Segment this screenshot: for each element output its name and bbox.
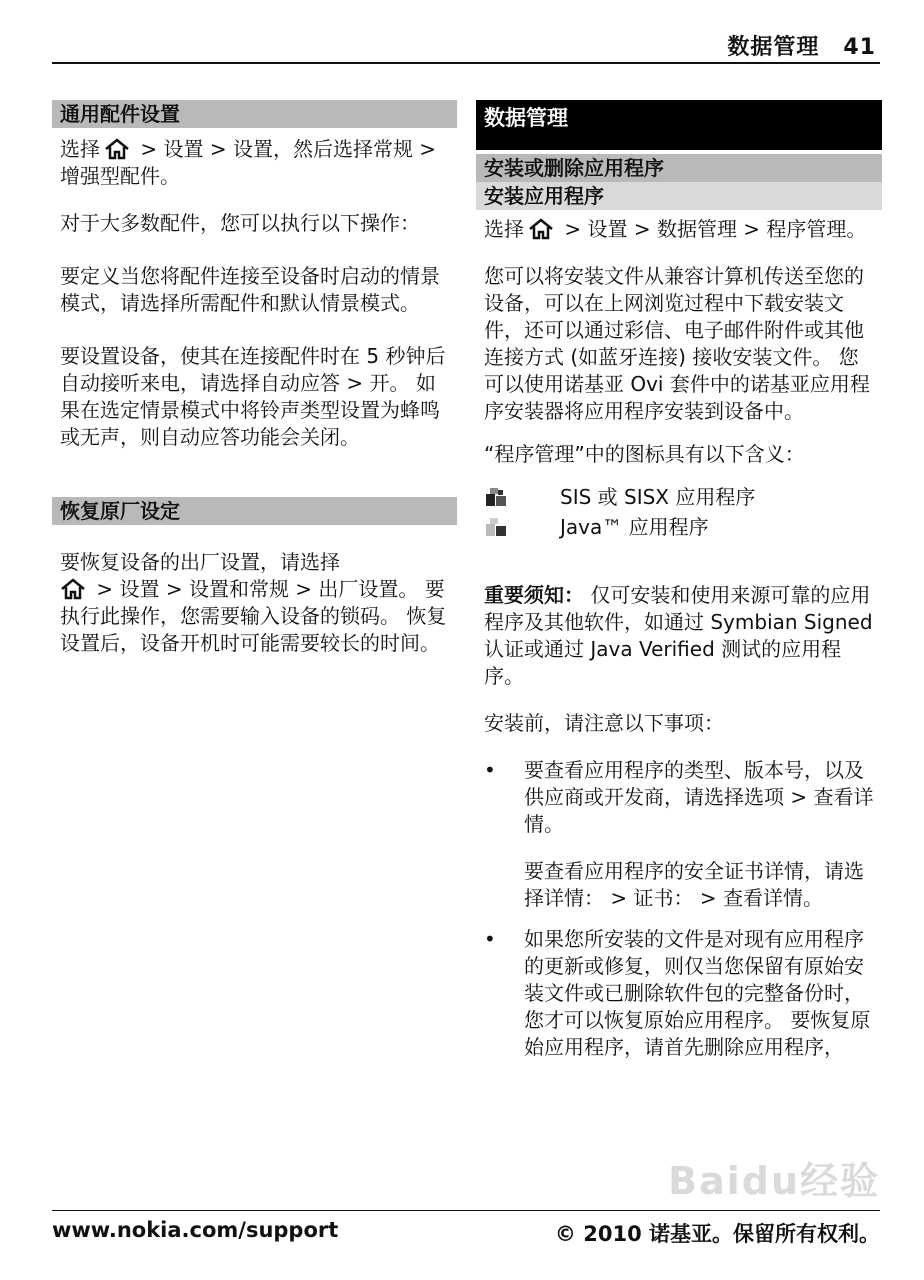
- text: 选择: [484, 217, 524, 241]
- footer-rule: [52, 1210, 880, 1211]
- paragraph: 您可以将安装文件从兼容计算机传送至您的设备，可以在上网浏览过程中下载安装文件，还可以通过彩信、电子邮件附件或其他连接方式 (如蓝牙连接) 接收安装文件。 您可以使用诺基亚 Ovi 套件中的诺基亚应用程序安装器将应用程序安装到设备中。: [484, 264, 870, 423]
- list-item-text: 如果您所安装的文件是对现有应用程序的更新或修复，则仅当您保留有原始安装文件或已删除软件包的完整备份时，您才可以恢复原始应用程序。 要恢复原始应用程序，请首先删除应用程序，: [524, 927, 871, 1059]
- paragraph: 安装前，请注意以下事项：: [484, 711, 724, 735]
- home-icon: [104, 138, 130, 160]
- sis-app-icon: [484, 486, 508, 508]
- java-app-icon: [484, 516, 508, 538]
- footer-copyright: © 2010 诺基亚。保留所有权利。: [554, 1222, 880, 1246]
- paragraph: [52, 549, 457, 657]
- icon-legend-sis: [476, 482, 882, 512]
- bullet-marker: •: [484, 927, 496, 951]
- text: 选择: [60, 137, 100, 161]
- important-note: [476, 582, 882, 690]
- list-item: [476, 926, 882, 1061]
- left-column: [52, 100, 457, 657]
- paragraph: “程序管理”中的图标具有以下含义：: [484, 442, 805, 466]
- home-icon: [60, 578, 86, 600]
- important-label: 重要须知：: [484, 583, 584, 607]
- page-number: 41: [843, 35, 876, 60]
- paragraph: [476, 216, 882, 243]
- section-title-accessory-settings: 通用配件设置: [52, 100, 457, 128]
- text: 仅可安装和使用来源可靠的应用程序及其他软件，如通过 Symbian Signed 认证或通过 Java Verified 测试的应用程序。: [484, 583, 873, 688]
- watermark: Baidu经验: [668, 1159, 880, 1203]
- text: > 设置 > 设置和常规 > 出厂设置。 要执行此操作，您需要输入设备的锁码。 恢复设置后，设备开机时可能需要较长的时间。: [60, 577, 447, 655]
- footer-url: www.nokia.com/support: [52, 1218, 339, 1242]
- paragraph: [52, 136, 457, 190]
- paragraph: 对于大多数配件，您可以执行以下操作：: [60, 211, 420, 235]
- section-title-install-remove: 安装或删除应用程序: [476, 154, 882, 182]
- list-item: [476, 757, 882, 838]
- text: 要恢复设备的出厂设置，请选择: [60, 550, 340, 574]
- icon-legend-java: [476, 512, 882, 542]
- paragraph: 要定义当您将配件连接至设备时启动的情景模式，请选择所需配件和默认情景模式。: [60, 264, 440, 315]
- text: > 设置 > 数据管理 > 程序管理。: [558, 217, 867, 241]
- home-icon: [528, 218, 554, 240]
- page-header: [727, 30, 876, 61]
- chapter-title: 数据管理: [476, 100, 882, 150]
- paragraph: 要设置设备，使其在连接配件时在 5 秒钟后自动接听来电，请选择自动应答 > 开。 如果在选定情景模式中将铃声类型设置为蜂鸣或无声，则自动应答功能会关闭。: [60, 344, 446, 449]
- list-item-subtext: 要查看应用程序的安全证书详情，请选择详情： > 证书： > 查看详情。: [524, 859, 864, 910]
- text: > 设置 > 设置，然后选择常规 > 增强型配件。: [60, 137, 437, 188]
- header-title: 数据管理: [727, 35, 820, 60]
- icon-legend-label: SIS 或 SISX 应用程序: [560, 485, 756, 509]
- icon-legend-label: Java™ 应用程序: [560, 515, 709, 539]
- bullet-marker: •: [484, 758, 496, 782]
- header-rule: [52, 62, 880, 64]
- section-title-factory-reset: 恢复原厂设定: [52, 497, 457, 525]
- subsection-title-install: 安装应用程序: [476, 182, 882, 210]
- right-column: [476, 100, 882, 1061]
- list-item-text: 要查看应用程序的类型、版本号，以及供应商或开发商，请选择选项 > 查看详情。: [524, 758, 874, 836]
